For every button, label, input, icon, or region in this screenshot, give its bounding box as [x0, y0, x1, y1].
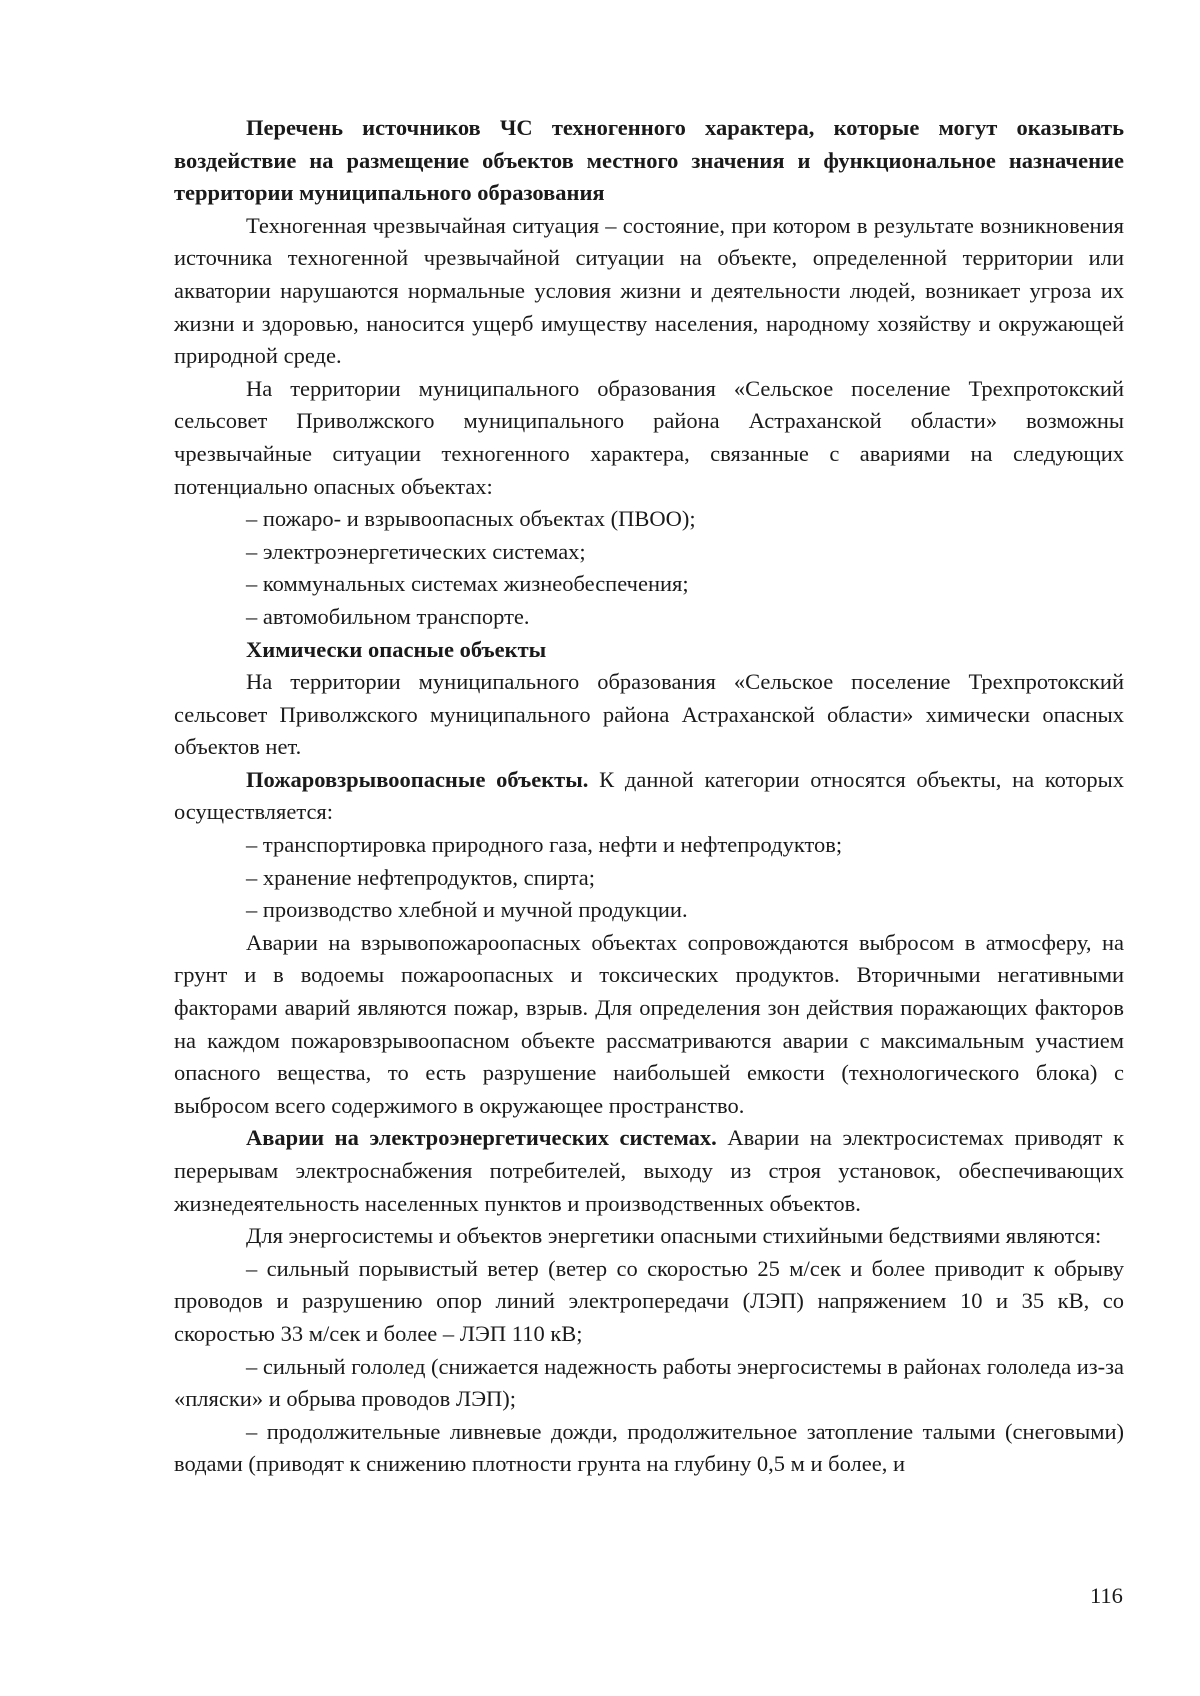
paragraph-territory: На территории муниципального образования «Сельское поселение Трехпротокский сельсовет Приволжского муниципального района Астраханской области» возможны чрезвычайные ситуации техногенного характера, связанные с авариями на следующих потенциально опасных объектах: [174, 375, 1124, 499]
list-item: – автомобильном транспорте. [246, 603, 530, 629]
list-item: – коммунальных системах жизнеобеспечения; [246, 571, 689, 597]
list-item: – электроэнергетических системах; [246, 538, 586, 564]
document-title: Перечень источников ЧС техногенного характера, которые могут оказывать воздействие на размещение объектов местного значения и функциональное назначение территории муниципального образования [174, 115, 1124, 206]
paragraph-accidents: Аварии на взрывопожароопасных объектах сопровождаются выбросом в атмосферу, на грунт и в водоемы пожароопасных и токсических продуктов. Вторичными негативными факторами аварий являются пожар, взрыв. Для определения зон действия поражающих факторов на каждом пожаровзрывоопасном объекте рассматриваются аварии с максимальным участием опасного вещества, то есть разрушение наибольшей емкости (технологического блока) с выбросом всего содержимого в окружающее пространство. [174, 929, 1124, 1118]
list-item: – производство хлебной и мучной продукции. [246, 897, 688, 923]
paragraph-chemical: На территории муниципального образования «Сельское поселение Трехпротокский сельсовет Приволжского муниципального района Астраханской области» химически опасных объектов нет. [174, 669, 1124, 760]
paragraph-definition: Техногенная чрезвычайная ситуация – состояние, при котором в результате возникновения источника техногенной чрезвычайной ситуации на объекте, определенной территории или акватории нарушаются нормальные условия жизни и деятельности людей, возникает угроза их жизни и здоровью, наносится ущерб имуществу населения, народному хозяйству и окружающей природной среде. [174, 212, 1124, 369]
paragraph-ice: – сильный гололед (снижается надежность работы энергосистемы в районах гололеда из-за «пляски» и обрыва проводов ЛЭП); [174, 1353, 1124, 1412]
list-item: – хранение нефтепродуктов, спирта; [246, 864, 596, 890]
list-item: – пожаро- и взрывоопасных объектах (ПВОО); [246, 506, 696, 532]
paragraph-natural-hazards: Для энергосистемы и объектов энергетики опасными стихийными бедствиями являются: [246, 1223, 1102, 1249]
paragraph-text: Аварии на электросистемах приводят к перерывам электроснабжения потребителей, выходу из строя установок, обеспечивающих жизнедеятельность населенных пунктов и производственных объектов. [174, 1125, 1124, 1216]
paragraph-fire-explosive [174, 764, 1124, 829]
list-item: – транспортировка природного газа, нефти и нефтепродуктов; [246, 832, 843, 858]
paragraph-power-systems [174, 1122, 1124, 1220]
inline-heading-fire-explosive: Пожаровзрывоопасные объекты. [246, 766, 589, 792]
paragraph-wind: – сильный порывистый ветер (ветер со скоростью 25 м/сек и более приводит к обрыву проводов и разрушению опор линий электропередачи (ЛЭП) напряжением 10 и 35 кВ, со скоростью 33 м/сек и более – ЛЭП 110 кВ; [174, 1255, 1124, 1346]
document-page [174, 112, 1124, 1481]
inline-heading-power-systems: Аварии на электроэнергетических системах. [246, 1125, 717, 1151]
paragraph-text: К данной категории относятся объекты, на которых осуществляется: [174, 766, 1125, 825]
page-number: 116 [1090, 1583, 1123, 1608]
section-heading-chemical: Химически опасные объекты [246, 636, 547, 662]
paragraph-rain: – продолжительные ливневые дожди, продолжительное затопление талыми (снеговыми) водами (приводят к снижению плотности грунта на глубину 0,5 м и более, и [174, 1418, 1124, 1477]
